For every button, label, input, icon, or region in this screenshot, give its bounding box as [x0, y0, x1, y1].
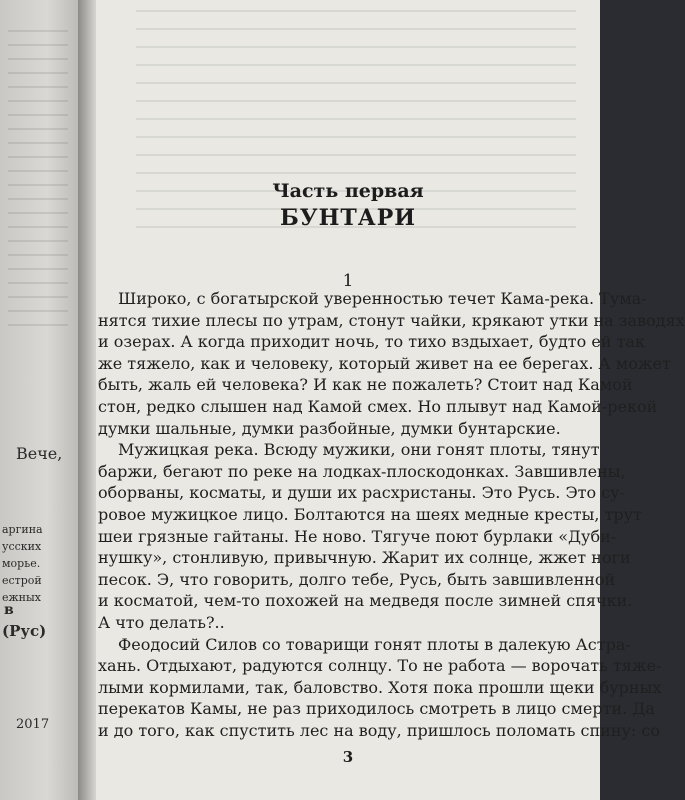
- left-page-text-line: усских: [2, 540, 42, 553]
- left-page-bleed-through: [8, 30, 68, 330]
- text-line: песок. Э, что говорить, долго тебе, Русь, быть завшивленной: [98, 569, 616, 589]
- text-line: баржи, бегают по реке на лодках-плоскодонках. Завшивлены,: [98, 461, 626, 481]
- left-page-text-line: в: [4, 602, 14, 618]
- body-text: [98, 288, 685, 741]
- text-line: Феодосий Силов со товарищи гонят плоты в далекую Астра-: [118, 634, 631, 654]
- text-line: Мужицкая река. Всюду мужики, они гонят плоты, тянут: [118, 440, 600, 460]
- left-page-text-line: аргина: [2, 523, 43, 536]
- text-line: и до того, как спустить лес на воду, пришлось поломать спину: со: [98, 720, 660, 740]
- text-line: лыми кормилами, так, баловство. Хотя пока прошли щеки бурных: [98, 677, 662, 697]
- text-line: же тяжело, как и человеку, который живет на ее берегах. А может: [98, 353, 671, 373]
- text-line: и озерах. А когда приходит ночь, то тихо вздыхает, будто ей так: [98, 332, 645, 352]
- text-line: оборваны, косматы, и души их расхристаны. Это Русь. Это су-: [98, 483, 626, 503]
- left-page-text-line: естрой: [2, 574, 42, 587]
- text-line: хань. Отдыхают, радуются солнцу. То не работа — ворочать тяже-: [98, 656, 662, 676]
- left-page-text-line: Вече,: [16, 444, 63, 463]
- text-line: А что делать?..: [98, 612, 225, 632]
- text-line: быть, жаль ей человека? И как не пожалеть? Стоит над Камой: [98, 375, 633, 395]
- left-page-text-line: ежных: [2, 591, 41, 604]
- text-line: перекатов Камы, не раз приходилось смотреть в лицо смерти. Да: [98, 699, 655, 719]
- left-page-text-line: морье.: [2, 557, 41, 570]
- text-line: ровое мужицкое лицо. Болтаются на шеях медные кресты, трут: [98, 504, 642, 524]
- text-line: думки шальные, думки разбойные, думки бунтарские.: [98, 418, 561, 438]
- book-gutter: [78, 0, 96, 800]
- book-page: [96, 0, 685, 800]
- text-line: и косматой, чем-то похожей на медведя после зимней спячки.: [98, 591, 633, 611]
- text-line: нушку», стонливую, привычную. Жарит их солнце, жжет ноги: [98, 548, 631, 568]
- page-number: 3: [342, 748, 354, 766]
- text-line: стон, редко слышен над Камой смех. Но плывут над Камой-рекой: [98, 396, 658, 416]
- left-page-text-line: (Рус): [2, 622, 47, 640]
- text-line: нятся тихие плесы по утрам, стонут чайки, крякают утки на заводях: [98, 310, 685, 330]
- left-page-edge: [0, 0, 78, 800]
- part-heading: Часть первая: [272, 180, 424, 202]
- text-line: шеи грязные гайтаны. Не ново. Тягуче поют бурлаки «Дуби-: [98, 526, 617, 546]
- part-title: БУНТАРИ: [279, 205, 417, 231]
- text-line: Широко, с богатырской уверенностью течет Кама-река. Тума-: [118, 289, 647, 308]
- chapter-number: 1: [342, 271, 354, 291]
- left-page-text-line: 2017: [16, 717, 50, 732]
